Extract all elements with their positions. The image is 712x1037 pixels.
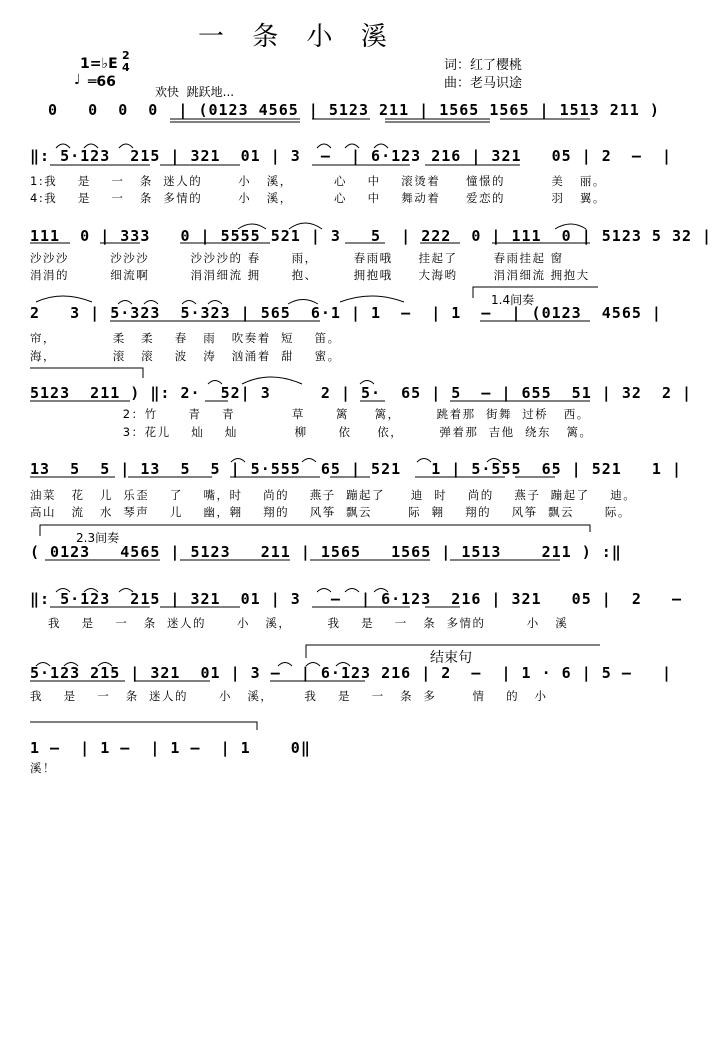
- slur: [36, 296, 92, 302]
- score-line-3-notes: 111 0 | 333 0 | 5555 521 | 3 5 | 222 0 | 111 0 | 5123 5 32 |: [30, 227, 712, 245]
- song-title: 一 条 小 溪: [198, 22, 397, 52]
- score-line-4-notes: 2 3 | 5·323 5·323 | 565 6·1 | 1 – | 1 – | (0123 4565 |: [30, 304, 662, 322]
- slur: [182, 301, 196, 305]
- score-line-3-lyric-1: 沙沙沙 沙沙沙 沙沙沙的 春 雨， 春雨哦 挂起了 春雨挂起 窗: [30, 251, 564, 265]
- tempo-value: ═66: [88, 74, 116, 90]
- score-line-9-notes: 5·123 215 | 321 01 | 3 – | 6·123 216 | 2 – | 1 · 6 | 5 – |: [30, 664, 672, 682]
- slur: [374, 144, 388, 148]
- slur: [360, 381, 374, 385]
- tempo-style: 欢快 跳跃地...: [155, 85, 235, 99]
- quarter-note-icon: ♩: [74, 72, 81, 88]
- slur: [242, 377, 302, 384]
- slur: [417, 459, 431, 463]
- score-line-5-lyric-1: 2：竹 青 青 草 篱 篱， 跳着那 街舞 过桥 西。: [30, 407, 590, 421]
- score-line-10-notes: 1 – | 1 – | 1 – | 1 0‖: [30, 739, 311, 757]
- slur: [278, 663, 292, 667]
- slur: [208, 381, 222, 385]
- time-signature-bottom: 4: [122, 61, 130, 74]
- score-line-2-lyric-2: 4:我 是 一 条 多情的 小 溪， 心 中 舞动着 爱恋的 羽 翼。: [30, 191, 606, 205]
- slur: [317, 144, 331, 148]
- ending-label: 结束句: [430, 650, 472, 666]
- slur: [302, 459, 316, 463]
- slur: [345, 589, 359, 593]
- score-line-5-notes: 5123 211 ) ‖: 2· 52| 3 2 | 5· 65 | 5 – | 655 51 | 32 2 |: [30, 384, 693, 402]
- slur: [119, 144, 133, 148]
- key-signature: 1=♭E: [80, 56, 118, 72]
- slur: [317, 589, 331, 593]
- score-line-2-lyric-1: 1:我 是 一 条 迷人的 小 溪， 心 中 滚烫着 憧憬的 美 丽。: [30, 174, 606, 188]
- score-line-8-notes: ‖: 5·123 215 | 321 01 | 3 – | 6·123 216 | 321 05 | 2 –: [30, 590, 682, 608]
- score-line-8-lyric-1: 我 是 一 条 迷人的 小 溪， 我 是 一 条 多情的 小 溪: [48, 616, 569, 630]
- slur: [374, 589, 388, 593]
- ending-bracket-final: [30, 722, 257, 730]
- score-line-2-notes: ‖: 5·123 215 | 321 01 | 3 – | 6·123 216 | 321 05 | 2 – |: [30, 147, 672, 165]
- score-line-1-notes: 0 0 0 0 | (0123 4565 | 5123 211 | 1565 1565 | 1513 211 ): [48, 101, 660, 119]
- slur: [238, 224, 266, 229]
- interlude-23-label: 2.3间奏: [76, 531, 120, 545]
- slur: [306, 663, 320, 667]
- slur: [555, 224, 586, 229]
- ending-bracket-line-5: [30, 368, 143, 378]
- lyricist-credit: 词：红了樱桃: [444, 58, 523, 73]
- slur: [336, 663, 350, 667]
- slur: [288, 300, 318, 305]
- score-line-9-lyric-1: 我 是 一 条 迷人的 小 溪， 我 是 一 条 多 情 的 小: [30, 689, 548, 703]
- slur: [487, 459, 501, 463]
- slur: [84, 144, 98, 148]
- score-line-5-lyric-2: 3：花儿 灿 灿 柳 依 依， 弹着那 吉他 绕东 篱。: [30, 425, 593, 439]
- score-line-7-notes: ( 0123 4565 | 5123 211 | 1565 1565 | 1513 211 ) :‖: [30, 543, 622, 561]
- composer-credit: 曲：老马识途: [444, 76, 523, 91]
- slur: [345, 144, 359, 148]
- slur: [208, 301, 222, 305]
- slur: [144, 301, 158, 305]
- slur: [289, 223, 322, 229]
- slur: [119, 589, 133, 593]
- interlude-14-label: 1.4间奏: [491, 293, 535, 307]
- score-line-6-lyric-2: 高山 流 水 琴声 儿 幽，翱 翔的 风筝 飘云 际 翱 翔的 风筝 飘云 际。: [30, 505, 631, 519]
- score-line-6-notes: 13 5 5 | 13 5 5 | 5·555 65 | 521 1 | 5·555 65 | 521 1 |: [30, 460, 682, 478]
- score-line-6-lyric-1: 油菜 花 儿 乐歪 了 嘴，时 尚的 燕子 蹦起了 迪 时 尚的 燕子 蹦起了 迪。: [30, 488, 637, 502]
- slur: [98, 663, 112, 667]
- slur: [231, 459, 245, 463]
- ending-bracket: [306, 645, 600, 658]
- slur: [340, 296, 404, 302]
- slur: [56, 144, 70, 148]
- score-line-3-lyric-2: 涓涓的 细流啊 涓涓细流 拥 抱、 拥抱哦 大海哟 涓涓细流 拥抱大: [30, 268, 590, 282]
- score-line-4-lyric-1: 帘， 柔 柔 春 雨 吹奏着 短 笛。: [30, 331, 341, 345]
- slur: [84, 589, 98, 593]
- score-line-10-lyric-1: 溪！: [30, 761, 56, 775]
- interlude-23-bracket: [40, 525, 590, 536]
- interlude-14-bracket: [473, 287, 598, 298]
- slur: [36, 663, 50, 667]
- slur: [118, 301, 132, 305]
- slur: [64, 663, 78, 667]
- time-signature-top: 2: [122, 49, 130, 62]
- slur: [56, 589, 70, 593]
- score-line-4-lyric-2: 海， 滚 滚 波 涛 汹涌着 甜 蜜。: [30, 349, 341, 363]
